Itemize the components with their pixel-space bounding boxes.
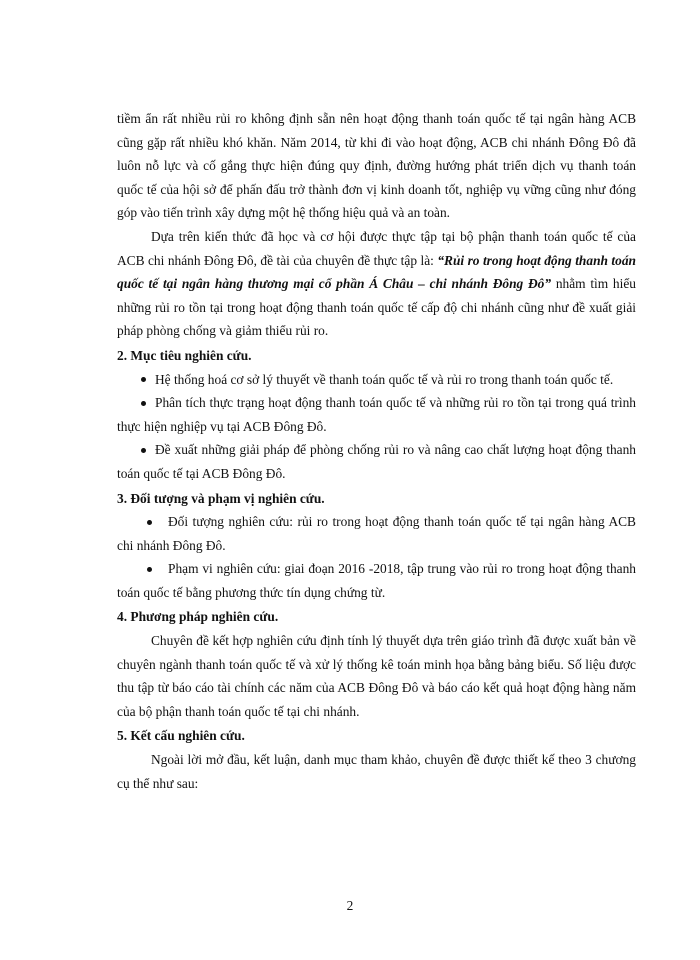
thesis-title: “Rủi ro trong hoạt động thanh toán quốc tế tại ngân hàng thương mại cổ phần Á Châu – chi nhánh Đông Đô” [117,252,636,292]
section-3-bullet-1 [117,510,636,557]
section-2-bullet-2 [117,391,636,438]
section-5-paragraph: Ngoài lời mở đầu, kết luận, danh mục tham khảo, chuyên đề được thiết kế theo 3 chương cụ thể như sau: [117,752,636,791]
section-3-bullet-2 [117,557,636,604]
bullet-dot-icon [141,448,146,453]
bullet-dot-icon [141,377,146,382]
section-5-heading: 5. Kết cấu nghiên cứu. [117,728,245,744]
bullet-text: Phạm vi nghiên cứu: giai đoạn 2016 -2018, tập trung vào rủi ro trong hoạt động thanh toán quốc tế bằng phương thức tín dụng chứng từ. [117,561,636,600]
bullet-text: Hệ thống hoá cơ sở lý thuyết về thanh toán quốc tế và rủi ro trong thanh toán quốc tế. [155,371,614,387]
document-page [117,107,636,795]
section-2-bullet-1 [117,368,636,392]
bullet-dot-icon [147,567,152,572]
intro-paragraph-2-lead: Dựa trên kiến thức đã học và cơ hội được thực tập tại bộ phận thanh toán quốc tế của ACB chi nhánh Đông Đô, đề tài của chuyên đề thực tập là: [117,228,636,268]
section-3-heading: 3. Đối tượng và phạm vị nghiên cứu. [117,490,325,506]
page-number: 2 [346,898,354,913]
bullet-dot-icon [147,520,152,525]
section-4-paragraph: Chuyên đề kết hợp nghiên cứu định tính lý thuyết dựa trên giáo trình đã được xuất bản về chuyên ngành thanh toán quốc tế và xử lý thống kê toán minh họa bằng bảng biểu. Số liệu được thu tập từ báo cáo tài chính các năm của ACB Đông Đô và báo cáo kết quả hoạt động hàng năm của bộ phận thanh toán quốc tế tại chi nhánh. [117,633,636,719]
bullet-dot-icon [141,401,146,406]
bullet-text: Đề xuất những giải pháp để phòng chống rủi ro và nâng cao chất lượng hoạt động thanh toán quốc tế tại ACB Đông Đô. [117,442,636,481]
bullet-text: Đối tượng nghiên cứu: rủi ro trong hoạt động thanh toán quốc tế tại ngân hàng ACB chi nhánh Đông Đô. [117,514,636,553]
intro-paragraph-2 [117,225,636,343]
section-2-heading: 2. Mục tiêu nghiên cứu. [117,347,252,363]
intro-paragraph-1: tiềm ẩn rất nhiều rủi ro không định sẵn nên hoạt động thanh toán quốc tế tại ngân hàng ACB cũng gặp rất nhiều khó khăn. Năm 2014, từ khi đi vào hoạt động, ACB chi nhánh Đông Đô đã luôn nỗ lực và cố gắng thực hiện đúng quy định, đường hướng phát triển dịch vụ thanh toán quốc tế của hội sở để phấn đấu trở thành đơn vị kinh doanh tốt, nghiệp vụ vững cũng như đóng góp vào tiến trình xây dựng một hệ thống hiệu quả và an toàn. [117,111,636,221]
section-2-bullet-3 [117,438,636,485]
bullet-text: Phân tích thực trạng hoạt động thanh toán quốc tế và những rủi ro tồn tại trong quá trình thực hiện nghiệp vụ tại ACB Đông Đô. [117,395,636,434]
intro-paragraph-2-tail: nhằm tìm hiểu những rủi ro tồn tại trong hoạt động thanh toán quốc tế cấp độ chi nhánh cũng như đề xuất giải pháp phòng chống và giảm thiểu rủi ro. [117,276,636,339]
section-4-heading: 4. Phương pháp nghiên cứu. [117,609,279,625]
